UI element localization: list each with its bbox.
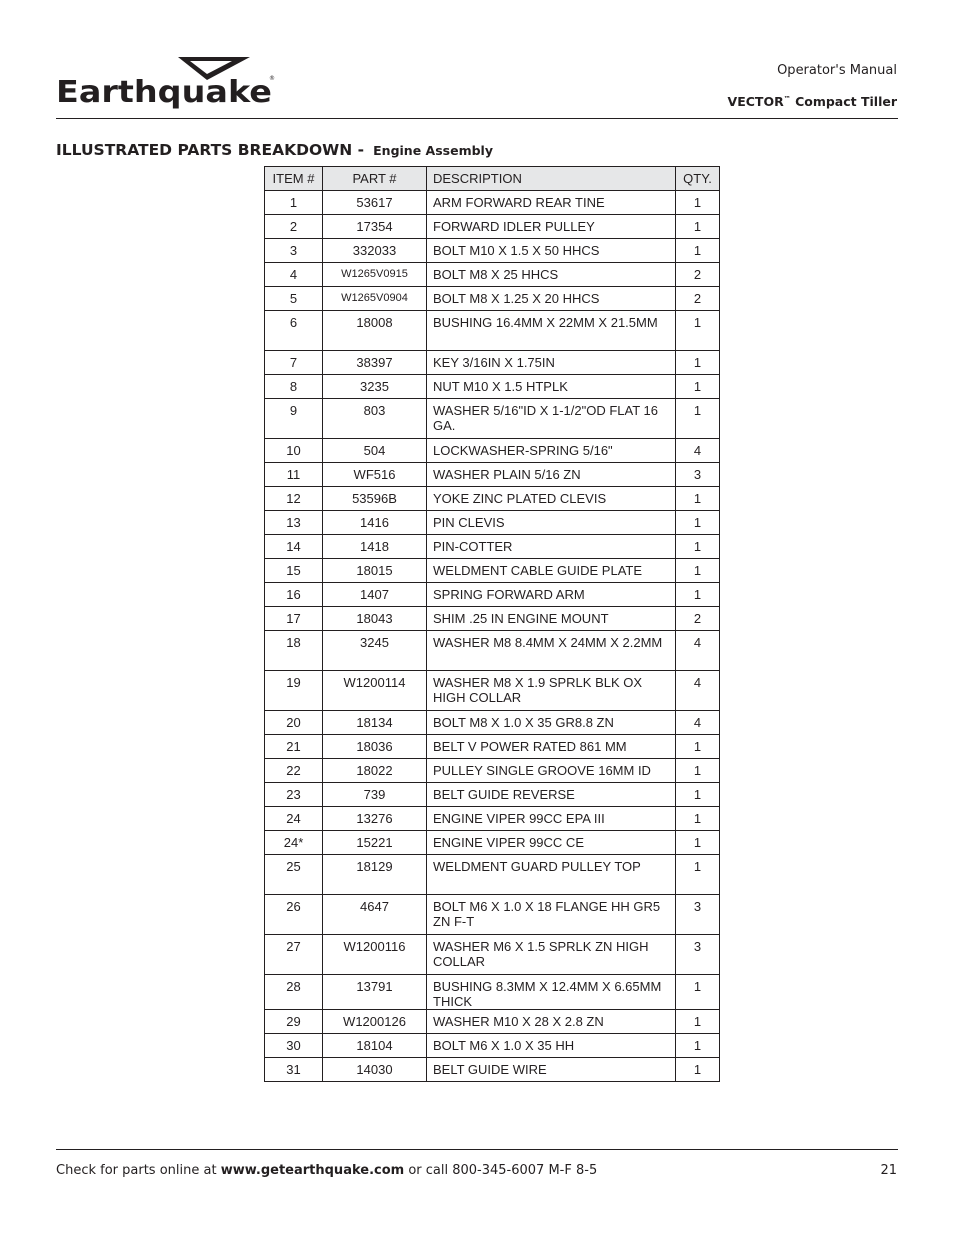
item-number-cell: 27 — [265, 935, 323, 975]
footer-suffix: or call 800-345-6007 M-F 8-5 — [404, 1163, 598, 1178]
description-cell: WASHER M10 X 28 X 2.8 ZN — [427, 1010, 676, 1034]
table-row — [265, 759, 720, 783]
table-row — [265, 215, 720, 239]
product-suffix: Compact Tiller — [790, 94, 897, 109]
quantity-cell: 1 — [676, 375, 720, 399]
item-number-cell: 26 — [265, 895, 323, 935]
part-number-cell: 1407 — [323, 583, 427, 607]
quantity-cell: 1 — [676, 783, 720, 807]
part-number-cell: 18036 — [323, 735, 427, 759]
item-number-cell: 13 — [265, 511, 323, 535]
table-row — [265, 631, 720, 671]
quantity-cell: 4 — [676, 631, 720, 671]
part-number-cell: 739 — [323, 783, 427, 807]
quantity-cell: 1 — [676, 759, 720, 783]
description-cell: WASHER PLAIN 5/16 ZN — [427, 463, 676, 487]
product-name: VECTOR — [727, 94, 784, 109]
table-row — [265, 239, 720, 263]
table-row — [265, 671, 720, 711]
quantity-cell: 1 — [676, 351, 720, 375]
quantity-cell: 3 — [676, 935, 720, 975]
quantity-cell: 1 — [676, 735, 720, 759]
quantity-cell: 1 — [676, 559, 720, 583]
item-number-cell: 14 — [265, 535, 323, 559]
part-number-cell: 18015 — [323, 559, 427, 583]
parts-table-body — [265, 191, 720, 1082]
manual-label: Operator's Manual — [777, 63, 897, 78]
part-number-cell: 17354 — [323, 215, 427, 239]
description-cell: WELDMENT CABLE GUIDE PLATE — [427, 559, 676, 583]
description-cell: SPRING FORWARD ARM — [427, 583, 676, 607]
item-number-cell: 31 — [265, 1058, 323, 1082]
column-header-description: DESCRIPTION — [427, 167, 676, 191]
table-row — [265, 895, 720, 935]
item-number-cell: 24* — [265, 831, 323, 855]
part-number-cell: W1200114 — [323, 671, 427, 711]
table-row — [265, 487, 720, 511]
description-cell: BELT V POWER RATED 861 MM — [427, 735, 676, 759]
part-number-cell: W1200126 — [323, 1010, 427, 1034]
table-row — [265, 439, 720, 463]
description-cell: ARM FORWARD REAR TINE — [427, 191, 676, 215]
description-cell: SHIM .25 IN ENGINE MOUNT — [427, 607, 676, 631]
quantity-cell: 1 — [676, 191, 720, 215]
description-cell: BUSHING 16.4MM X 22MM X 21.5MM — [427, 311, 676, 351]
description-cell: ENGINE VIPER 99CC EPA III — [427, 807, 676, 831]
item-number-cell: 3 — [265, 239, 323, 263]
part-number-cell: 38397 — [323, 351, 427, 375]
table-row — [265, 607, 720, 631]
table-row — [265, 975, 720, 1010]
quantity-cell: 4 — [676, 711, 720, 735]
quantity-cell: 1 — [676, 399, 720, 439]
description-cell: WELDMENT GUARD PULLEY TOP — [427, 855, 676, 895]
quantity-cell: 1 — [676, 1010, 720, 1034]
item-number-cell: 5 — [265, 287, 323, 311]
quantity-cell: 2 — [676, 607, 720, 631]
section-subtitle: Engine Assembly — [373, 143, 493, 158]
description-cell: YOKE ZINC PLATED CLEVIS — [427, 487, 676, 511]
footer-url-link[interactable]: www.getearthquake.com — [220, 1163, 405, 1178]
item-number-cell: 22 — [265, 759, 323, 783]
table-row — [265, 735, 720, 759]
description-cell: BOLT M8 X 1.0 X 35 GR8.8 ZN — [427, 711, 676, 735]
section-heading — [56, 140, 493, 159]
part-number-cell: 18043 — [323, 607, 427, 631]
page-number: 21 — [880, 1163, 897, 1178]
quantity-cell: 1 — [676, 831, 720, 855]
quantity-cell: 1 — [676, 487, 720, 511]
table-row — [265, 191, 720, 215]
table-row — [265, 535, 720, 559]
description-cell: BELT GUIDE WIRE — [427, 1058, 676, 1082]
part-number-cell: W1200116 — [323, 935, 427, 975]
item-number-cell: 1 — [265, 191, 323, 215]
table-row — [265, 1010, 720, 1034]
product-line — [728, 94, 897, 109]
quantity-cell: 1 — [676, 311, 720, 351]
item-number-cell: 9 — [265, 399, 323, 439]
description-cell: WASHER M8 X 1.9 SPRLK BLK OX HIGH COLLAR — [427, 671, 676, 711]
quantity-cell: 1 — [676, 1058, 720, 1082]
quantity-cell: 2 — [676, 263, 720, 287]
item-number-cell: 4 — [265, 263, 323, 287]
quantity-cell: 1 — [676, 975, 720, 1010]
part-number-cell: 53617 — [323, 191, 427, 215]
part-number-cell: 803 — [323, 399, 427, 439]
description-cell: KEY 3/16IN X 1.75IN — [427, 351, 676, 375]
part-number-cell: 4647 — [323, 895, 427, 935]
quantity-cell: 1 — [676, 511, 720, 535]
description-cell: BELT GUIDE REVERSE — [427, 783, 676, 807]
description-cell: WASHER M8 8.4MM X 24MM X 2.2MM — [427, 631, 676, 671]
part-number-cell: 13791 — [323, 975, 427, 1010]
table-row — [265, 935, 720, 975]
table-row — [265, 711, 720, 735]
table-row — [265, 559, 720, 583]
part-number-cell: 15221 — [323, 831, 427, 855]
quantity-cell: 4 — [676, 439, 720, 463]
description-cell: NUT M10 X 1.5 HTPLK — [427, 375, 676, 399]
part-number-cell: 3245 — [323, 631, 427, 671]
item-number-cell: 28 — [265, 975, 323, 1010]
quantity-cell: 3 — [676, 895, 720, 935]
table-row — [265, 311, 720, 351]
description-cell: BOLT M8 X 25 HHCS — [427, 263, 676, 287]
item-number-cell: 21 — [265, 735, 323, 759]
item-number-cell: 17 — [265, 607, 323, 631]
header-divider — [56, 118, 898, 119]
part-number-cell: 18134 — [323, 711, 427, 735]
part-number-cell: 504 — [323, 439, 427, 463]
item-number-cell: 18 — [265, 631, 323, 671]
table-row — [265, 831, 720, 855]
description-cell: BOLT M6 X 1.0 X 35 HH — [427, 1034, 676, 1058]
part-number-cell: W1265V0904 — [323, 287, 427, 311]
quantity-cell: 2 — [676, 287, 720, 311]
quantity-cell: 1 — [676, 583, 720, 607]
svg-text:®: ® — [269, 75, 275, 82]
table-row — [265, 511, 720, 535]
part-number-cell: 18129 — [323, 855, 427, 895]
table-row — [265, 375, 720, 399]
description-cell: WASHER 5/16"ID X 1-1/2"OD FLAT 16 GA. — [427, 399, 676, 439]
description-cell: ENGINE VIPER 99CC CE — [427, 831, 676, 855]
description-cell: PULLEY SINGLE GROOVE 16MM ID — [427, 759, 676, 783]
quantity-cell: 3 — [676, 463, 720, 487]
table-row — [265, 855, 720, 895]
item-number-cell: 15 — [265, 559, 323, 583]
item-number-cell: 12 — [265, 487, 323, 511]
item-number-cell: 24 — [265, 807, 323, 831]
part-number-cell: 1418 — [323, 535, 427, 559]
trademark-symbol: ™ — [783, 95, 791, 103]
table-row — [265, 463, 720, 487]
quantity-cell: 1 — [676, 855, 720, 895]
description-cell: LOCKWASHER-SPRING 5/16" — [427, 439, 676, 463]
item-number-cell: 2 — [265, 215, 323, 239]
item-number-cell: 7 — [265, 351, 323, 375]
column-header-part: PART # — [323, 167, 427, 191]
item-number-cell: 16 — [265, 583, 323, 607]
item-number-cell: 10 — [265, 439, 323, 463]
item-number-cell: 6 — [265, 311, 323, 351]
description-cell: BUSHING 8.3MM X 12.4MM X 6.65MM THICK — [427, 975, 676, 1010]
part-number-cell: 53596B — [323, 487, 427, 511]
column-header-item: ITEM # — [265, 167, 323, 191]
table-row — [265, 263, 720, 287]
table-row — [265, 1034, 720, 1058]
part-number-cell: 332033 — [323, 239, 427, 263]
part-number-cell: 18022 — [323, 759, 427, 783]
part-number-cell: 18104 — [323, 1034, 427, 1058]
item-number-cell: 8 — [265, 375, 323, 399]
description-cell: BOLT M8 X 1.25 X 20 HHCS — [427, 287, 676, 311]
description-cell: WASHER M6 X 1.5 SPRLK ZN HIGH COLLAR — [427, 935, 676, 975]
quantity-cell: 1 — [676, 215, 720, 239]
quantity-cell: 1 — [676, 1034, 720, 1058]
item-number-cell: 23 — [265, 783, 323, 807]
quantity-cell: 1 — [676, 239, 720, 263]
item-number-cell: 29 — [265, 1010, 323, 1034]
part-number-cell: 13276 — [323, 807, 427, 831]
column-header-qty: QTY. — [676, 167, 720, 191]
description-cell: BOLT M10 X 1.5 X 50 HHCS — [427, 239, 676, 263]
description-cell: PIN CLEVIS — [427, 511, 676, 535]
table-header-row — [265, 167, 720, 191]
footer-divider — [56, 1149, 898, 1150]
footer-note — [56, 1163, 597, 1178]
table-row — [265, 783, 720, 807]
table-row — [265, 807, 720, 831]
table-row — [265, 351, 720, 375]
part-number-cell: 14030 — [323, 1058, 427, 1082]
table-row — [265, 1058, 720, 1082]
logo-wordmark: Earthquake — [56, 75, 272, 110]
section-title: ILLUSTRATED PARTS BREAKDOWN - — [56, 141, 365, 159]
table-row — [265, 287, 720, 311]
part-number-cell: 18008 — [323, 311, 427, 351]
table-row — [265, 399, 720, 439]
table-row — [265, 583, 720, 607]
item-number-cell: 20 — [265, 711, 323, 735]
quantity-cell: 4 — [676, 671, 720, 711]
item-number-cell: 25 — [265, 855, 323, 895]
part-number-cell: 3235 — [323, 375, 427, 399]
earthquake-logo-mark — [56, 55, 278, 113]
parts-table — [264, 166, 720, 1082]
part-number-cell: W1265V0915 — [323, 263, 427, 287]
item-number-cell: 19 — [265, 671, 323, 711]
description-cell: BOLT M6 X 1.0 X 18 FLANGE HH GR5 ZN F-T — [427, 895, 676, 935]
description-cell: PIN-COTTER — [427, 535, 676, 559]
item-number-cell: 30 — [265, 1034, 323, 1058]
part-number-cell: WF516 — [323, 463, 427, 487]
part-number-cell: 1416 — [323, 511, 427, 535]
footer-prefix: Check for parts online at — [56, 1163, 221, 1178]
earthquake-logo — [56, 55, 278, 113]
quantity-cell: 1 — [676, 535, 720, 559]
item-number-cell: 11 — [265, 463, 323, 487]
description-cell: FORWARD IDLER PULLEY — [427, 215, 676, 239]
quantity-cell: 1 — [676, 807, 720, 831]
